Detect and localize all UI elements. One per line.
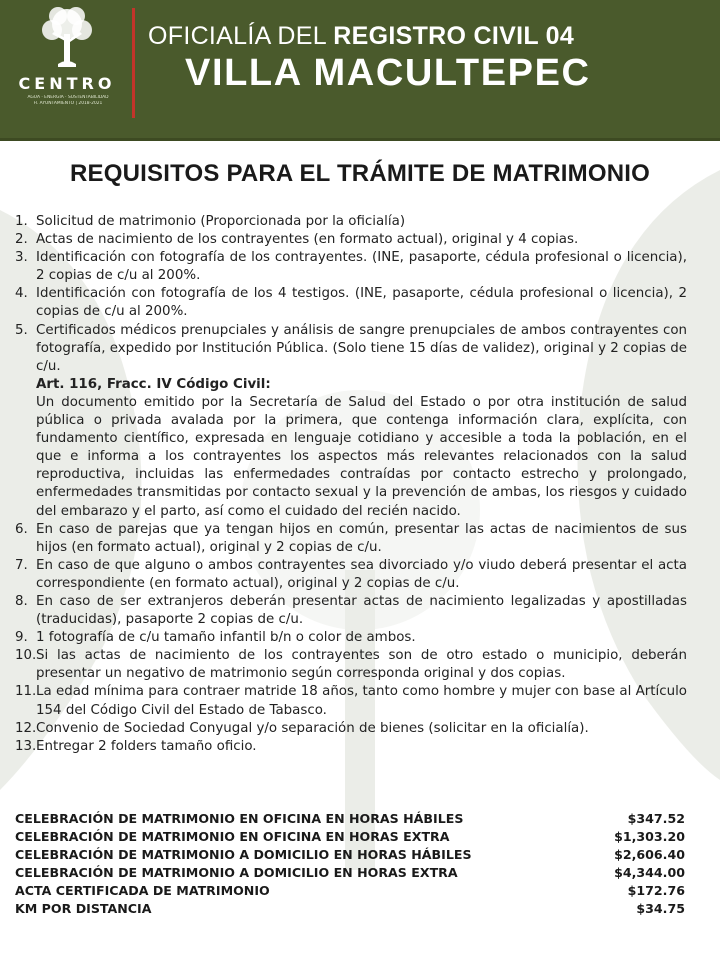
item-number: 11. <box>15 684 37 700</box>
logo-tagline-2: H. AYUNTAMIENTO | 2018-2021 <box>33 101 103 106</box>
fee-amount: $1,303.20 <box>614 829 685 844</box>
item-number: 9. <box>15 630 28 646</box>
list-item <box>15 557 687 593</box>
list-item <box>15 629 687 647</box>
item-number: 3. <box>15 250 28 266</box>
item-number: 4. <box>15 286 28 302</box>
document-title: REQUISITOS PARA EL TRÁMITE DE MATRIMONIO <box>69 160 650 187</box>
item-number: 6. <box>15 521 28 537</box>
item-number: 1. <box>15 214 28 229</box>
item-text: En caso de que alguno o ambos contrayentes sea divorciado y/o viudo deberá presentar el acta correspondiente (en formato actual), original y 2 copias de c/u. <box>36 557 687 591</box>
office-subtitle: VILLA MACULTEPEC <box>185 52 591 94</box>
fee-row <box>15 900 685 918</box>
fee-amount: $34.75 <box>636 901 685 916</box>
item-text: En caso de ser extranjeros deberán presentar actas de nacimiento legalizadas y apostilladas (traducidas), pasaporte 2 copias de c/u. <box>36 593 687 628</box>
fee-amount: $4,344.00 <box>614 865 685 880</box>
fee-label: ACTA CERTIFICADA DE MATRIMONIO <box>15 883 270 898</box>
item-number: 12. <box>15 720 37 736</box>
fee-amount: $347.52 <box>627 811 685 826</box>
logo-wordmark: CENTRO <box>18 74 116 93</box>
item-number: 2. <box>15 232 28 248</box>
item-text: En caso de parejas que ya tengan hijos en común, presentar las actas de nacimientos de sus hijos (en formato actual), original y 2 copias de c/u. <box>36 521 687 555</box>
item-text: 1 fotografía de c/u tamaño infantil b/n o color de ambos. <box>36 630 416 646</box>
fee-row <box>15 882 685 900</box>
fee-label: CELEBRACIÓN DE MATRIMONIO A DOMICILIO EN HORAS HÁBILES <box>15 847 472 862</box>
list-item <box>15 213 687 231</box>
item-text: Si las actas de nacimiento de los contrayentes son de otro estado o municipio, deberán presentar un negativo de matrimonio según corresponda original y dos copias. <box>36 648 687 682</box>
fee-label: KM POR DISTANCIA <box>15 901 152 916</box>
article-text: Un documento emitido por la Secretaría de Salud del Estado o por otra institución de salud pública o privada avalada por la primera, que contenga información clara, explícita, con fundamento científico, expresada en lenguaje cotidiano y accesible a toda la población, en el que e informa a los contrayentes los aspectos más relevantes relacionados con la salud reproductiva, incluidas las enfermedades contraídas por contacto estrecho y prolongado, enfermedades transmitidas por contacto sexual y la prevención de ambas, los riesgos y cuidado del embarazo y el parto, así como el cuidado del recién nacido. <box>36 394 687 519</box>
item-text: Solicitud de matrimonio (Proporcionada por la oficialía) <box>36 214 406 229</box>
fee-row <box>15 864 685 882</box>
item-text: Actas de nacimiento de los contrayentes (en formato actual), original y 4 copias. <box>36 232 579 248</box>
list-item <box>15 720 687 738</box>
office-title <box>148 22 574 51</box>
header-divider <box>132 8 135 118</box>
item-text: Entregar 2 folders tamaño oficio. <box>36 738 257 754</box>
article-title: Art. 116, Fracc. IV Código Civil: <box>36 376 271 392</box>
list-item <box>15 249 687 285</box>
item-text: La edad mínima para contraer matride 18 años, tanto como hombre y mujer con base al Artículo 154 del Código Civil del Estado de Tabasco. <box>36 684 687 718</box>
list-item <box>15 521 687 557</box>
item-text: Certificados médicos prenupciales y análisis de sangre prenupciales de ambos contrayentes con fotografía, expedido por Institución Pública. (Solo tiene 15 días de validez), original y 2 copias de c/u. <box>36 322 688 374</box>
fee-label: CELEBRACIÓN DE MATRIMONIO A DOMICILIO EN HORAS EXTRA <box>15 865 458 880</box>
fee-amount: $2,606.40 <box>614 847 685 862</box>
fee-label: CELEBRACIÓN DE MATRIMONIO EN OFICINA EN HORAS EXTRA <box>15 829 450 844</box>
item-number: 13. <box>15 738 37 754</box>
list-item <box>15 231 687 249</box>
item-number: 7. <box>15 557 28 573</box>
item-number: 10. <box>15 648 37 664</box>
article-block <box>15 376 687 521</box>
list-item <box>15 593 687 629</box>
list-item <box>15 647 687 683</box>
fees-table <box>15 810 685 918</box>
item-number: 8. <box>15 593 28 609</box>
fee-row <box>15 846 685 864</box>
list-item <box>15 322 687 376</box>
list-item <box>15 285 687 321</box>
logo-tagline: AGUA · ENERGÍA · SUSTENTABILIDAD <box>27 95 109 100</box>
fee-amount: $172.76 <box>627 883 685 898</box>
fee-row <box>15 810 685 828</box>
item-text: Identificación con fotografía de los 4 testigos. (INE, pasaporte, cédula profesional o licencia), 2 copias de c/u al 200%. <box>36 286 687 320</box>
list-item <box>15 738 687 756</box>
item-text: Identificación con fotografía de los contrayentes. (INE, pasaporte, cédula profesional o licencia), 2 copias de c/u al 200%. <box>36 250 687 284</box>
list-item <box>15 683 687 719</box>
centro-logo <box>8 4 126 128</box>
fee-label: CELEBRACIÓN DE MATRIMONIO EN OFICINA EN HORAS HÁBILES <box>15 811 464 826</box>
item-text: Convenio de Sociedad Conyugal y/o separación de bienes (solicitar en la oficialía). <box>36 720 589 736</box>
fee-row <box>15 828 685 846</box>
tree-icon <box>38 4 96 72</box>
office-title-bold: REGISTRO CIVIL 04 <box>333 22 575 50</box>
item-number: 5. <box>15 322 28 338</box>
requirements-list <box>15 213 687 756</box>
office-title-light: OFICIALÍA DEL <box>148 22 334 50</box>
header-band <box>0 0 720 141</box>
